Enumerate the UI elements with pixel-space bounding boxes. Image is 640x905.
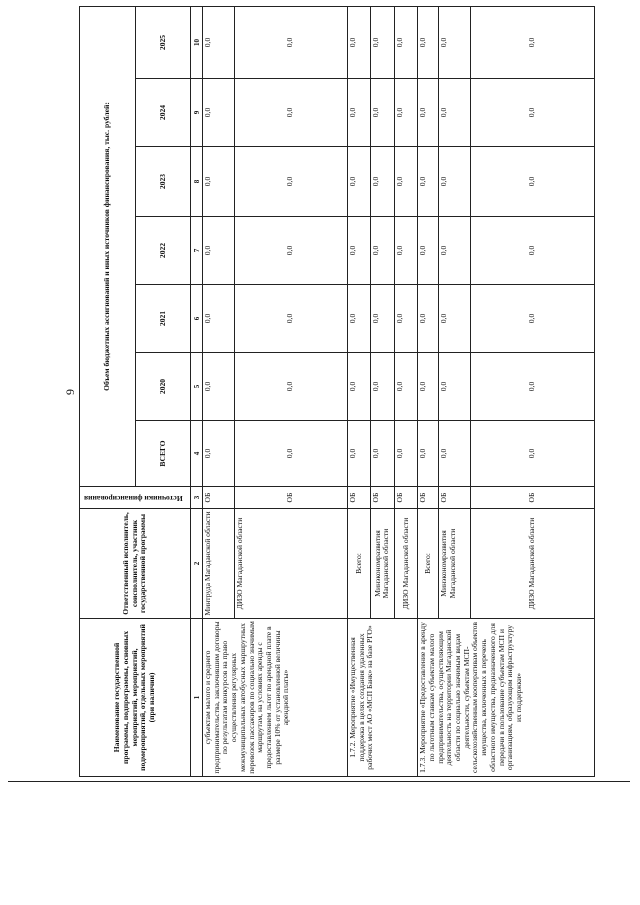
- value-cell: 0,0: [234, 285, 347, 353]
- header-year-2025: 2025: [135, 6, 191, 78]
- row-executor: Минтруда Магаданской области: [202, 509, 234, 619]
- value-cell: 0,0: [347, 285, 370, 353]
- value-cell: 0,0: [371, 421, 394, 487]
- value-cell: 0,0: [418, 147, 439, 217]
- value-cell: 0,0: [347, 217, 370, 285]
- value-cell: 0,0: [371, 353, 394, 421]
- row-source: ОБ: [471, 487, 595, 509]
- row-source: ОБ: [394, 487, 417, 509]
- value-cell: 0,0: [418, 6, 439, 78]
- rotated-page: [63, 7, 595, 777]
- value-cell: 0,0: [471, 353, 595, 421]
- row-name: 1.7.2. Мероприятие «Имущественная поддержка в целях создания удаленных рабочих мест АО «МСП Банк» на базе РГО»: [347, 619, 417, 777]
- header-year-total: ВСЕГО: [135, 421, 191, 487]
- header-source-text: Источники финансирования: [84, 493, 184, 503]
- value-cell: 0,0: [202, 79, 234, 147]
- row-executor: Минэкономразвития Магаданской области: [371, 509, 394, 619]
- row-source: ОБ: [347, 487, 370, 509]
- financing-table: [79, 6, 595, 777]
- header-name: Наименование государственной программы, подпрограммы, основных мероприятий, мероприятий, подмероприятий, отдельных мероприятий (при наличии): [80, 619, 191, 777]
- value-cell: 0,0: [471, 217, 595, 285]
- value-cell: 0,0: [347, 147, 370, 217]
- value-cell: 0,0: [202, 421, 234, 487]
- value-cell: 0,0: [394, 421, 417, 487]
- row-source: ОБ: [418, 487, 439, 509]
- column-number-row: [191, 6, 203, 776]
- row-executor: Всего:: [418, 509, 439, 619]
- value-cell: 0,0: [418, 217, 439, 285]
- column-number: 10: [191, 6, 203, 78]
- value-cell: 0,0: [202, 217, 234, 285]
- value-cell: 0,0: [418, 285, 439, 353]
- column-number: 7: [191, 217, 203, 285]
- value-cell: 0,0: [371, 6, 394, 78]
- value-cell: 0,0: [439, 421, 471, 487]
- value-cell: 0,0: [347, 79, 370, 147]
- value-cell: 0,0: [439, 285, 471, 353]
- value-cell: 0,0: [394, 6, 417, 78]
- header-executor: Ответственный исполнитель, соисполнитель, участник государственной программы: [80, 509, 191, 619]
- row-name: субъектам малого и среднего предпринимательства, заключившим договоры по результатам конкурсов на право осуществления регулярных межмуниципальных автобусных маршрутных перевозок пассажиров по социально значимым маршрутам, на условиях аренды с предоставлением льгот по арендной плате в размере 10% от установленной величины арендной платы»: [202, 619, 347, 777]
- header-year-2021: 2021: [135, 285, 191, 353]
- header-row: [80, 6, 136, 776]
- value-cell: 0,0: [234, 421, 347, 487]
- value-cell: 0,0: [347, 6, 370, 78]
- value-cell: 0,0: [234, 353, 347, 421]
- value-cell: 0,0: [439, 147, 471, 217]
- value-cell: 0,0: [418, 79, 439, 147]
- value-cell: 0,0: [371, 147, 394, 217]
- value-cell: 0,0: [418, 421, 439, 487]
- value-cell: 0,0: [439, 79, 471, 147]
- page-bottom-rule: [8, 781, 630, 782]
- value-cell: 0,0: [347, 421, 370, 487]
- column-number: 6: [191, 285, 203, 353]
- value-cell: 0,0: [234, 6, 347, 78]
- value-cell: 0,0: [471, 147, 595, 217]
- table-row: [418, 6, 439, 776]
- value-cell: 0,0: [439, 353, 471, 421]
- header-volume: Объем бюджетных ассигнований и иных источников финансирования, тыс. рублей:: [80, 6, 136, 486]
- value-cell: 0,0: [394, 79, 417, 147]
- page-number: 9: [63, 389, 77, 395]
- row-source: ОБ: [371, 487, 394, 509]
- column-number: 3: [191, 487, 203, 509]
- header-year-2022: 2022: [135, 217, 191, 285]
- row-executor: Минэкономразвития Магаданской области: [439, 509, 471, 619]
- value-cell: 0,0: [471, 421, 595, 487]
- value-cell: 0,0: [371, 217, 394, 285]
- column-number: 8: [191, 147, 203, 217]
- header-source: [80, 487, 191, 509]
- table-row: [202, 6, 234, 776]
- value-cell: 0,0: [202, 6, 234, 78]
- value-cell: 0,0: [471, 79, 595, 147]
- value-cell: 0,0: [439, 217, 471, 285]
- row-executor: ДИЗО Магаданской области: [234, 509, 347, 619]
- value-cell: 0,0: [202, 147, 234, 217]
- header-year-2020: 2020: [135, 353, 191, 421]
- value-cell: 0,0: [394, 353, 417, 421]
- column-number: 9: [191, 79, 203, 147]
- value-cell: 0,0: [394, 147, 417, 217]
- header-year-2024: 2024: [135, 79, 191, 147]
- column-number: 2: [191, 509, 203, 619]
- row-executor: Всего:: [347, 509, 370, 619]
- row-source: ОБ: [202, 487, 234, 509]
- value-cell: 0,0: [202, 285, 234, 353]
- row-source: ОБ: [234, 487, 347, 509]
- value-cell: 0,0: [394, 217, 417, 285]
- value-cell: 0,0: [234, 217, 347, 285]
- value-cell: 0,0: [347, 353, 370, 421]
- value-cell: 0,0: [471, 285, 595, 353]
- row-executor: ДИЗО Магаданской области: [471, 509, 595, 619]
- header-year-2023: 2023: [135, 147, 191, 217]
- row-name: 1.7.3. Мероприятие «Предоставление в аренду по льготным ставкам субъектам малого предпринимательства, осуществляющим деятельность на территории Магаданской области по социально значимым видам деятельности, субъектам МСП-сельскохозяйственным кооперативам объектов имущества, включенных в перечень областного имущества, предназначенного для передачи в пользование субъектам МСП и организациям, образующим инфраструктуру их поддержки»: [418, 619, 595, 777]
- value-cell: 0,0: [234, 79, 347, 147]
- value-cell: 0,0: [371, 79, 394, 147]
- value-cell: 0,0: [439, 6, 471, 78]
- table-row: [347, 6, 370, 776]
- row-executor: ДИЗО Магаданской области: [394, 509, 417, 619]
- value-cell: 0,0: [234, 147, 347, 217]
- value-cell: 0,0: [418, 353, 439, 421]
- column-number: 5: [191, 353, 203, 421]
- value-cell: 0,0: [202, 353, 234, 421]
- value-cell: 0,0: [471, 6, 595, 78]
- column-number: 1: [191, 619, 203, 777]
- value-cell: 0,0: [394, 285, 417, 353]
- column-number: 4: [191, 421, 203, 487]
- row-source: ОБ: [439, 487, 471, 509]
- value-cell: 0,0: [371, 285, 394, 353]
